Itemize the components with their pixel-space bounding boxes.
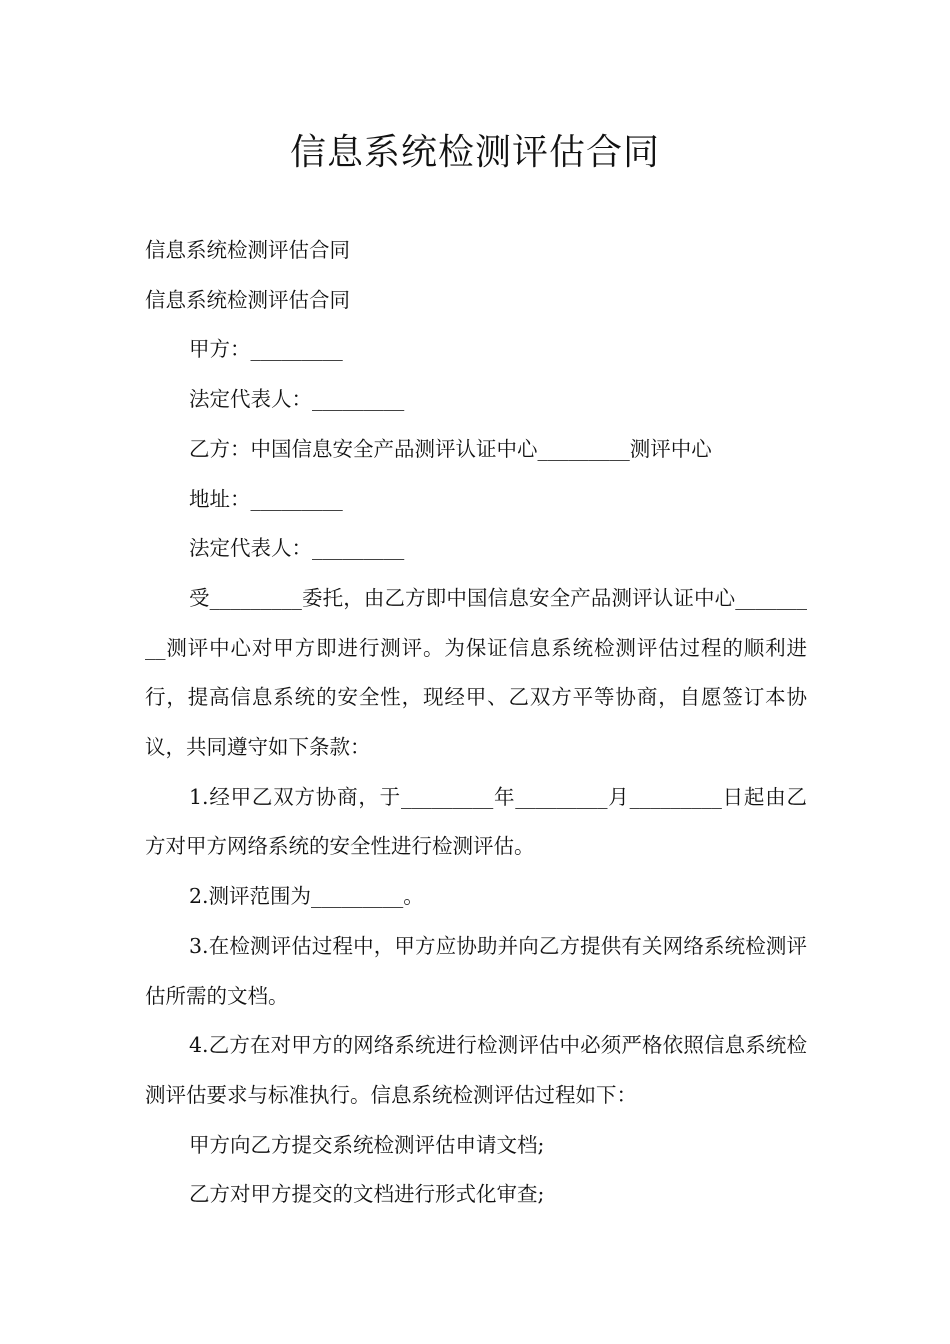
preamble-paragraph: 受_________委托，由乙方即中国信息安全产品测评认证中心_________测评中心对甲方即进行测评。为保证信息系统检测评估过程的顺利进行，提高信息系统的安全性，现经甲、乙双方平等协商，自愿签订本协议，共同遵守如下条款： [145,585,807,760]
document-title: 信息系统检测评估合同 [289,132,660,173]
clause-3: 3.在检测评估过程中，甲方应协助并向乙方提供有关网络系统检测评估所需的文档。 [145,933,807,1008]
party-b-legal-rep-line: 法定代表人：_________ [189,536,405,561]
subtitle-line-2: 信息系统检测评估合同 [145,287,350,312]
clause-4: 4.乙方在对甲方的网络系统进行检测评估中必须严格依照信息系统检测评估要求与标准执行。信息系统检测评估过程如下： [145,1033,807,1107]
document-body [145,226,807,1220]
process-step-2: 乙方对甲方提交的文档进行形式化审查; [189,1182,545,1207]
process-step-1: 甲方向乙方提交系统检测评估申请文档; [189,1132,545,1157]
party-a-line: 甲方：_________ [189,337,343,362]
party-a-legal-rep-line: 法定代表人：_________ [189,387,405,412]
party-b-line: 乙方：中国信息安全产品测评认证中心_________测评中心 [189,436,712,461]
clause-1: 1.经甲乙双方协商，于_________年_________月_________日起由乙方对甲方网络系统的安全性进行检测评估。 [145,784,807,859]
address-line: 地址：_________ [189,486,343,511]
clause-2: 2.测评范围为_________。 [189,884,424,909]
subtitle-line-1: 信息系统检测评估合同 [145,238,350,262]
